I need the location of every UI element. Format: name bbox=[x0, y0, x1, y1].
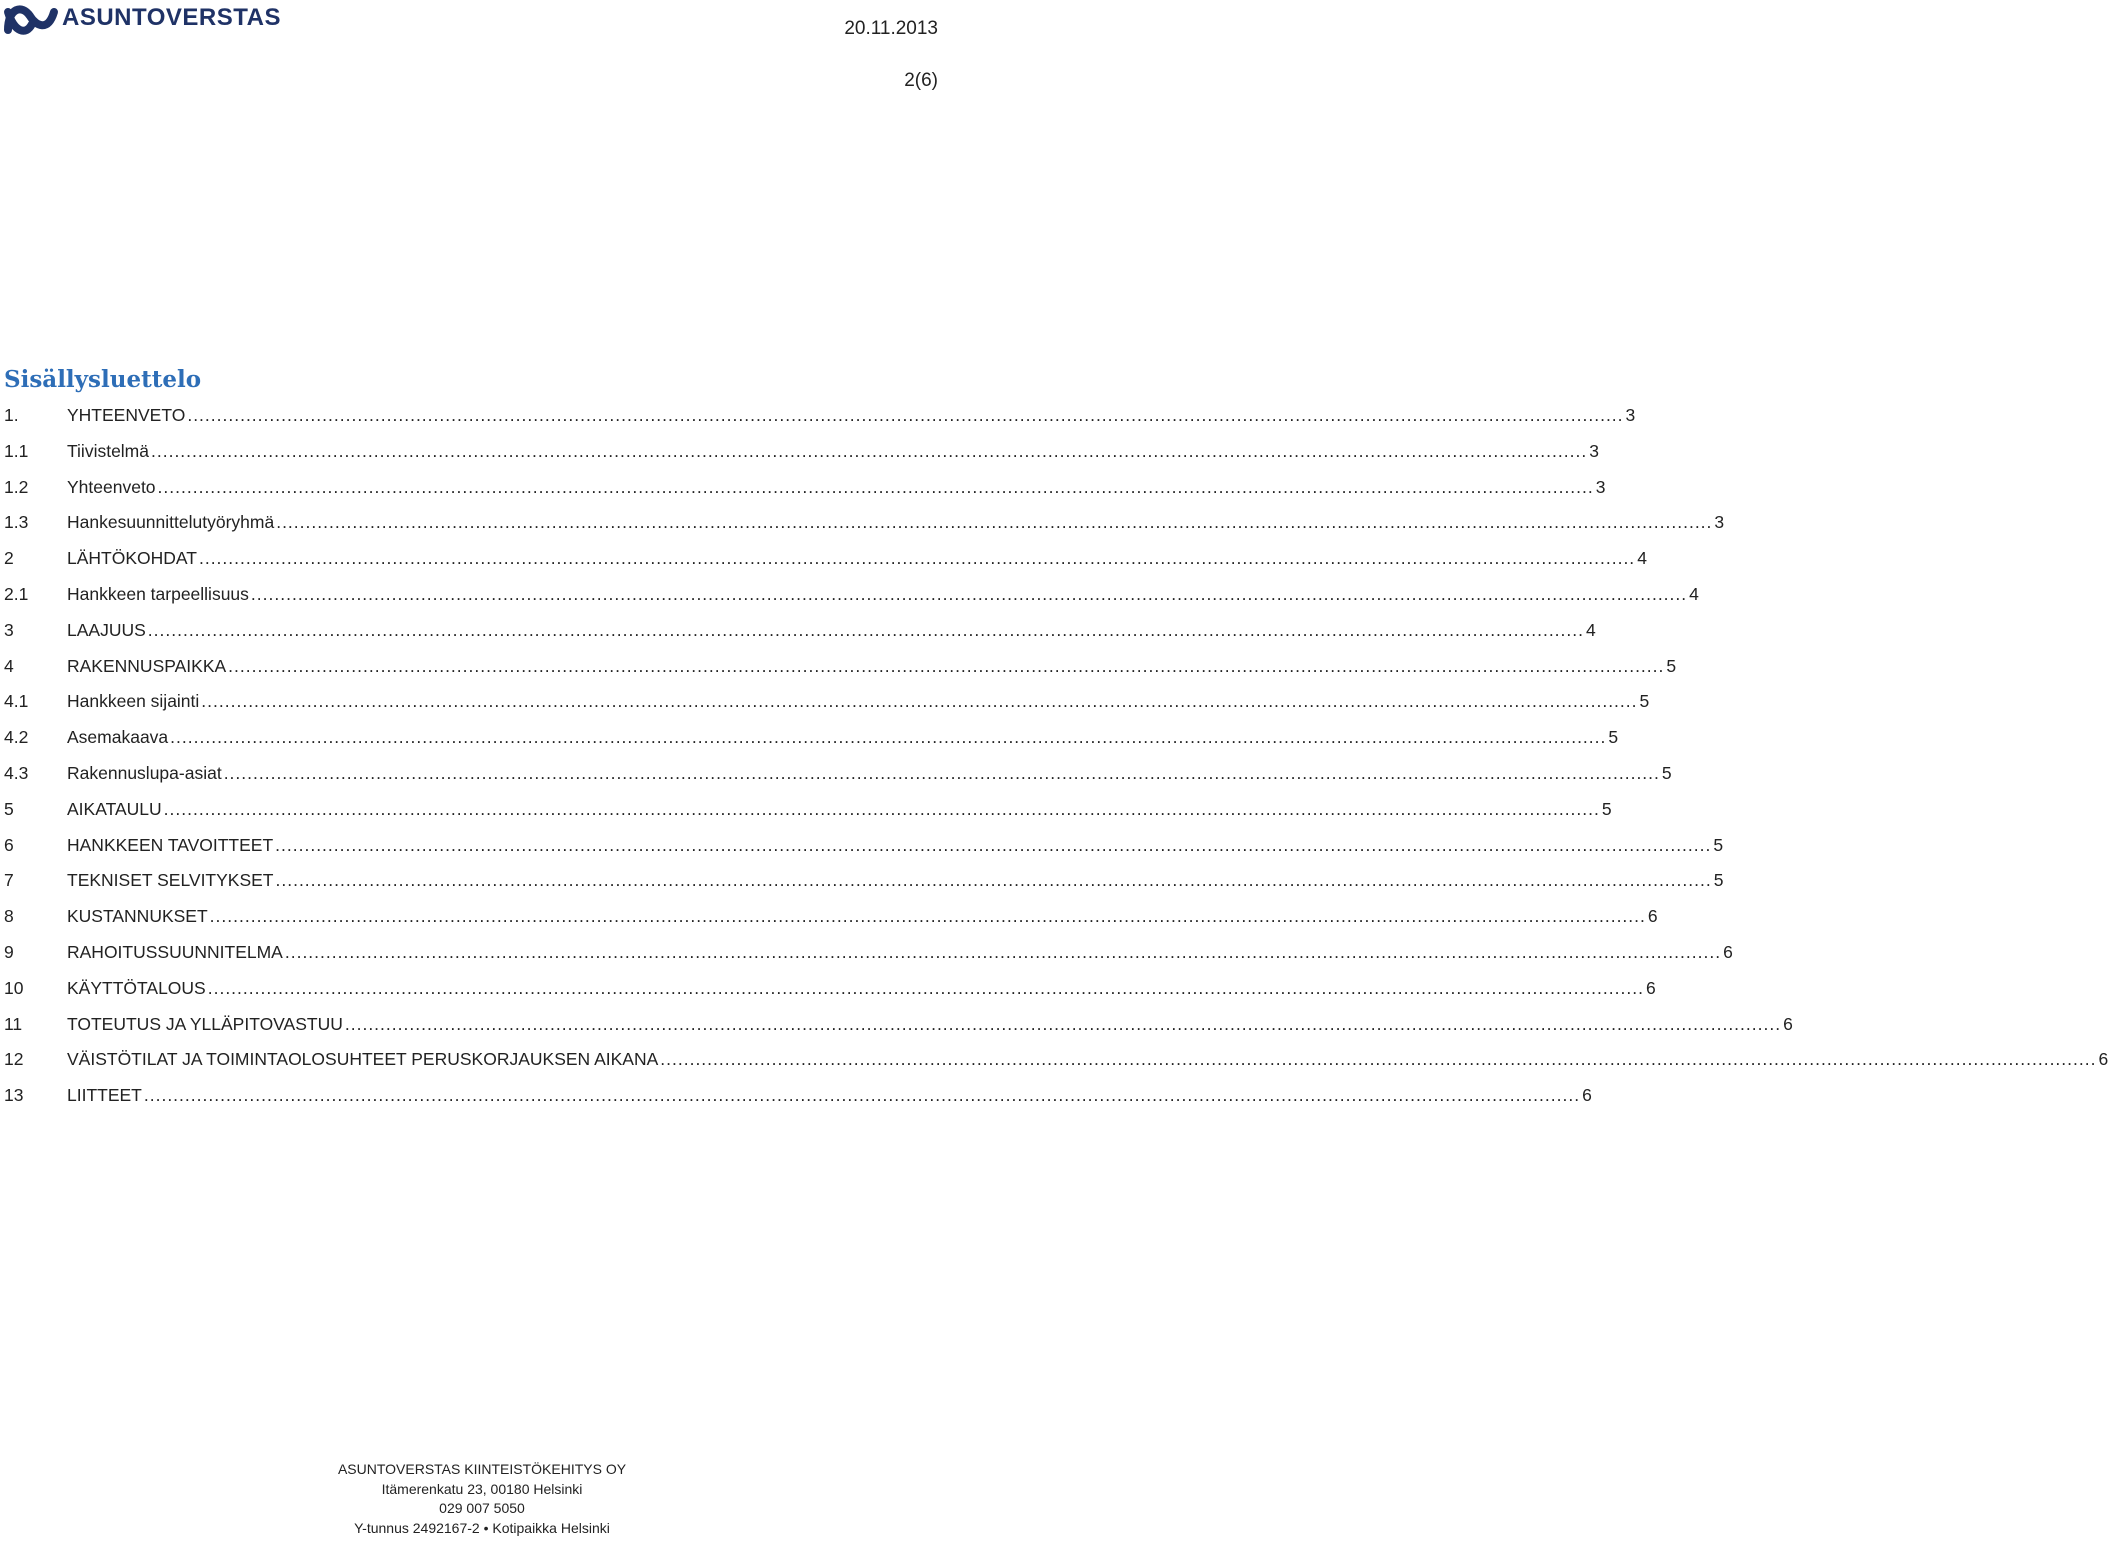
toc-leader-dots bbox=[151, 434, 1587, 470]
logo-mark-icon bbox=[4, 2, 58, 38]
toc-leader-dots bbox=[148, 613, 1584, 649]
toc-leader-dots bbox=[224, 756, 1660, 792]
toc-entry[interactable] bbox=[4, 792, 1612, 828]
toc-leader-dots bbox=[210, 899, 1646, 935]
toc-entry-title: TEKNISET SELVITYKSET bbox=[67, 870, 274, 891]
toc-entry-number: 12 bbox=[4, 1049, 24, 1070]
toc-entry-page: 4 bbox=[1586, 619, 1596, 640]
toc-entry-page: 4 bbox=[1637, 548, 1647, 569]
toc-entry[interactable] bbox=[4, 470, 1606, 506]
toc-leader-dots bbox=[275, 828, 1711, 864]
toc-entry-number: 1.1 bbox=[4, 440, 29, 461]
toc-entry-page: 5 bbox=[1666, 655, 1677, 676]
toc-entry-page: 3 bbox=[1625, 405, 1636, 425]
toc-entry-number: 6 bbox=[4, 834, 14, 855]
toc-entry-number: 4.1 bbox=[4, 691, 29, 712]
toc-entry-page: 6 bbox=[1783, 1013, 1793, 1034]
toc-entry-number: 7 bbox=[4, 870, 14, 891]
toc-entry[interactable] bbox=[4, 899, 1658, 935]
toc-entry-title: Tiivistelmä bbox=[67, 440, 149, 461]
footer-company: ASUNTOVERSTAS KIINTEISTÖKEHITYS OY bbox=[337, 1461, 627, 1477]
toc-entry-number: 9 bbox=[4, 941, 14, 962]
toc-entry-number: 4 bbox=[4, 655, 14, 676]
toc-entry-number: 2.1 bbox=[4, 583, 29, 604]
toc-entry-number: 5 bbox=[4, 798, 14, 819]
toc-entry-number: 2 bbox=[4, 548, 14, 569]
footer-address: Itämerenkatu 23, 00180 Helsinki bbox=[381, 1480, 583, 1497]
toc-entry-number: 3 bbox=[4, 619, 14, 640]
toc-entry-page: 6 bbox=[1647, 906, 1658, 927]
toc-entry-page: 3 bbox=[1589, 440, 1599, 461]
toc-entry-page: 6 bbox=[1582, 1085, 1592, 1106]
toc-entry-title: Hankesuunnittelutyöryhmä bbox=[67, 512, 275, 533]
toc-entry[interactable] bbox=[4, 434, 1599, 470]
toc-leader-dots bbox=[164, 792, 1600, 828]
toc-entry-number: 8 bbox=[4, 906, 14, 927]
logo-text: ASUNTOVERSTAS bbox=[62, 4, 281, 31]
toc-entry-page: 4 bbox=[1689, 583, 1699, 604]
toc-entry[interactable] bbox=[4, 613, 1596, 649]
toc-entry[interactable] bbox=[4, 684, 1650, 720]
toc-entry-title: KÄYTTÖTALOUS bbox=[67, 977, 206, 998]
toc-entry-number: 4.3 bbox=[4, 762, 29, 783]
toc-entry-title: Asemakaava bbox=[67, 727, 169, 748]
toc-entry-number: 4.2 bbox=[4, 727, 29, 748]
toc-entry-page: 5 bbox=[1608, 727, 1619, 748]
toc-leader-dots bbox=[170, 720, 1606, 756]
toc-entry[interactable] bbox=[4, 863, 1724, 899]
toc-entry-page: 5 bbox=[1601, 798, 1612, 819]
toc-entry[interactable] bbox=[4, 541, 1647, 577]
company-logo bbox=[4, 0, 304, 40]
toc-entry-title: AIKATAULU bbox=[67, 798, 162, 819]
toc-entry-number: 1.3 bbox=[4, 512, 29, 533]
toc-leader-dots bbox=[158, 470, 1594, 506]
toc-leader-dots bbox=[208, 971, 1644, 1007]
footer-phone: 029 007 5050 bbox=[439, 1500, 525, 1516]
toc-entry[interactable] bbox=[4, 720, 1619, 756]
toc-leader-dots bbox=[144, 1078, 1580, 1114]
toc-entry-title: RAHOITUSSUUNNITELMA bbox=[67, 941, 283, 962]
toc-entry-title: LÄHTÖKOHDAT bbox=[67, 548, 197, 569]
table-of-contents bbox=[4, 398, 2108, 1114]
toc-entry-number: 10 bbox=[4, 977, 24, 998]
footer-business-id: Y-tunnus 2492167-2 • Kotipaikka Helsinki bbox=[354, 1519, 610, 1536]
toc-entry-title: RAKENNUSPAIKKA bbox=[67, 655, 227, 676]
toc-entry-title: Hankkeen tarpeellisuus bbox=[67, 583, 249, 604]
toc-leader-dots bbox=[199, 541, 1635, 577]
toc-entry-page: 5 bbox=[1713, 834, 1724, 855]
toc-entry-page: 6 bbox=[2098, 1049, 2108, 1070]
toc-entry-page: 3 bbox=[1714, 512, 1725, 533]
toc-entry-page: 5 bbox=[1639, 691, 1650, 712]
toc-entry[interactable] bbox=[4, 828, 1724, 864]
toc-leader-dots bbox=[276, 505, 1712, 541]
toc-entry-page: 6 bbox=[1723, 941, 1733, 962]
toc-entry[interactable] bbox=[4, 505, 1725, 541]
toc-leader-dots bbox=[285, 935, 1721, 971]
toc-entry[interactable] bbox=[4, 935, 1733, 971]
toc-entry-page: 3 bbox=[1595, 476, 1606, 497]
toc-entry-title: HANKKEEN TAVOITTEET bbox=[67, 834, 274, 855]
toc-leader-dots bbox=[276, 863, 1712, 899]
toc-entry-title: YHTEENVETO bbox=[67, 405, 186, 425]
toc-entry-page: 5 bbox=[1713, 870, 1724, 891]
toc-leader-dots bbox=[660, 1042, 2096, 1078]
toc-entry-number: 1.2 bbox=[4, 476, 29, 497]
toc-entry[interactable] bbox=[4, 577, 1699, 613]
toc-entry-title: TOTEUTUS JA YLLÄPITOVASTUU bbox=[67, 1013, 343, 1034]
toc-entry[interactable] bbox=[4, 1007, 1793, 1043]
toc-leader-dots bbox=[345, 1007, 1781, 1043]
toc-entry-title: KUSTANNUKSET bbox=[67, 906, 208, 927]
toc-entry[interactable] bbox=[4, 1078, 1592, 1114]
toc-entry[interactable] bbox=[4, 971, 1656, 1007]
toc-title: Sisällysluettelo bbox=[4, 366, 202, 393]
toc-entry-title: LIITTEET bbox=[67, 1085, 142, 1106]
toc-entry-page: 5 bbox=[1661, 762, 1672, 783]
toc-leader-dots bbox=[201, 684, 1637, 720]
toc-entry-page: 6 bbox=[1645, 977, 1656, 998]
toc-leader-dots bbox=[251, 577, 1687, 613]
toc-leader-dots bbox=[228, 649, 1664, 685]
page-footer bbox=[0, 1460, 960, 1538]
document-date: 20.11.2013 bbox=[844, 18, 938, 39]
toc-entry[interactable] bbox=[4, 1042, 2108, 1078]
toc-entry-title: Rakennuslupa-asiat bbox=[67, 762, 222, 783]
page-number: 2(6) bbox=[904, 70, 938, 91]
toc-entry-number: 1. bbox=[4, 405, 19, 425]
toc-entry[interactable] bbox=[4, 649, 1677, 685]
toc-entry-number: 11 bbox=[4, 1013, 23, 1034]
toc-entry-title: Hankkeen sijainti bbox=[67, 691, 200, 712]
toc-entry[interactable] bbox=[4, 398, 1636, 434]
toc-entry[interactable] bbox=[4, 756, 1672, 792]
toc-entry-title: LAAJUUS bbox=[67, 619, 146, 640]
toc-leader-dots bbox=[187, 398, 1623, 434]
toc-entry-title: Yhteenveto bbox=[67, 476, 156, 497]
toc-entry-number: 13 bbox=[4, 1085, 24, 1106]
toc-entry-title: VÄISTÖTILAT JA TOIMINTAOLOSUHTEET PERUSKORJAUKSEN AIKANA bbox=[67, 1049, 659, 1070]
